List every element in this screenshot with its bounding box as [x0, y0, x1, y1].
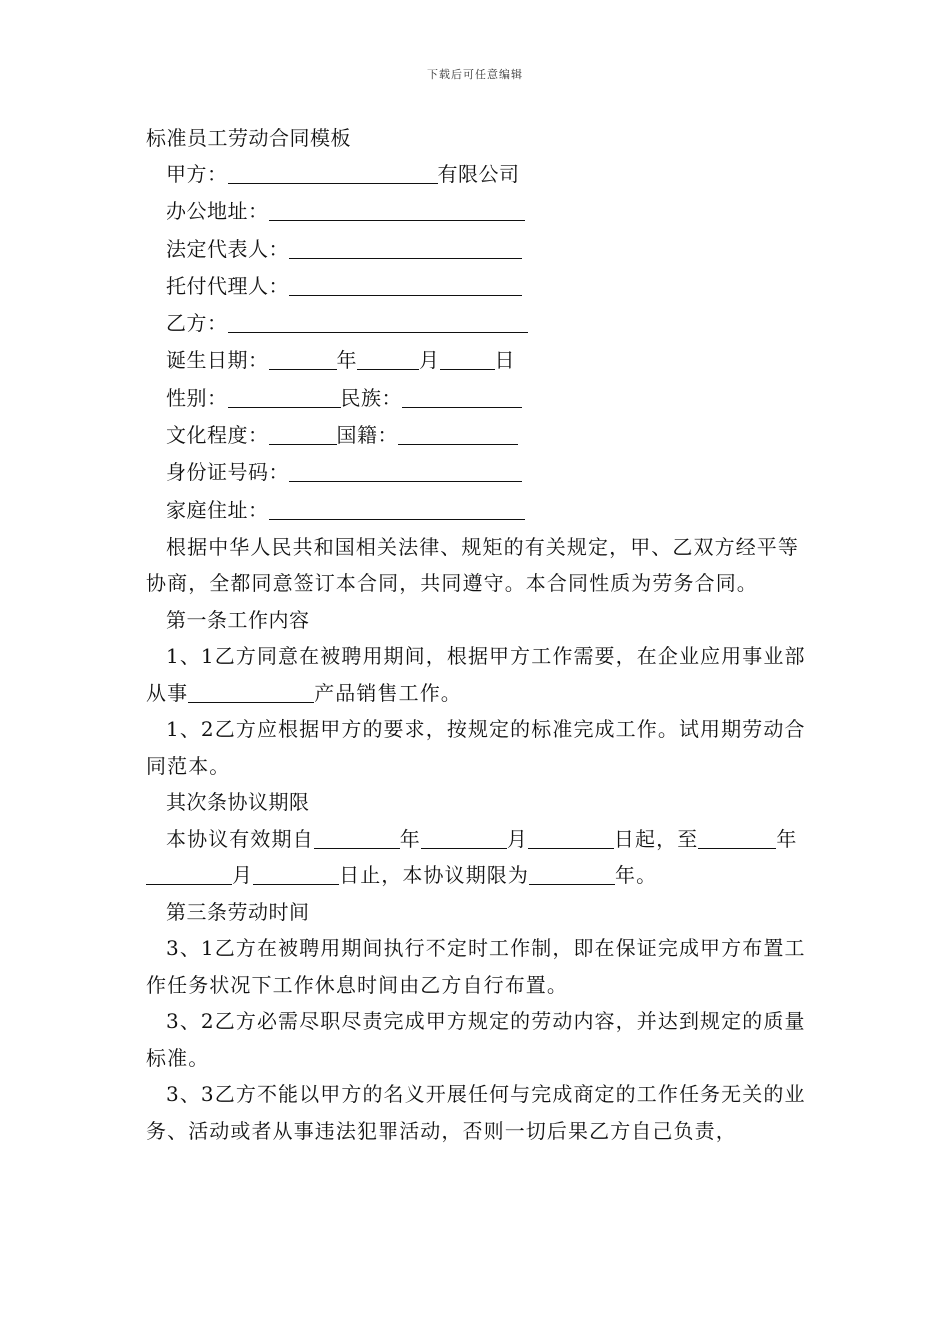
agent-label: 托付代理人：	[166, 273, 289, 298]
birth-date-field	[146, 342, 810, 379]
gender-ethnicity-field	[146, 380, 810, 417]
legal-rep-field	[146, 231, 810, 268]
birth-month-blank	[357, 349, 419, 370]
preamble-paragraph: 根据中华人民共和国相关法律、规矩的有关规定，甲、乙双方经平等协商，全都同意签订本合同，共同遵守。本合同性质为劳务合同。	[146, 534, 799, 596]
birth-year-label: 年	[336, 348, 357, 373]
document-title: 标准员工劳动合同模板	[146, 126, 351, 150]
clause-1-1	[146, 638, 810, 711]
clause-3-1: 3、1乙方在被聘用期间执行不定时工作制，即在保证完成甲方布置工作任务状况下工作休息时间由乙方自行布置。	[146, 936, 806, 997]
start-year-blank	[314, 828, 400, 849]
id-number-blank	[289, 461, 522, 482]
gender-blank	[228, 387, 341, 408]
end-month-label: 月	[232, 863, 254, 888]
party-b-label: 乙方：	[166, 311, 228, 336]
nationality-label: 国籍：	[336, 423, 398, 448]
office-address-field	[146, 193, 810, 230]
article-2-heading: 其次条协议期限	[166, 790, 310, 815]
clause-1-2: 1、2乙方应根据甲方的要求，按规定的标准完成工作。试用期劳动合同范本。	[146, 717, 806, 778]
home-address-blank	[269, 499, 525, 520]
birth-date-label: 诞生日期：	[166, 348, 269, 373]
home-address-label: 家庭住址：	[166, 497, 269, 522]
party-a-label: 甲方：	[166, 162, 228, 186]
legal-rep-blank	[289, 238, 522, 259]
clause-2-term	[146, 821, 810, 894]
end-day-blank	[253, 864, 339, 885]
office-address-blank	[269, 200, 525, 221]
clause-3-3: 3、3乙方不能以甲方的名义开展任何与完成商定的工作任务无关的业务、活动或者从事违法犯罪活动，否则一切后果乙方自己负责，	[146, 1082, 806, 1143]
start-year-label: 年	[399, 826, 421, 851]
end-year-label: 年	[776, 826, 798, 851]
party-b-field	[146, 305, 810, 342]
education-label: 文化程度：	[166, 423, 269, 448]
party-a-field	[146, 156, 810, 193]
office-address-label: 办公地址：	[166, 199, 269, 224]
end-day-label: 日止，本协议期限为	[339, 863, 530, 888]
ethnicity-blank	[402, 387, 522, 408]
end-month-blank	[146, 864, 232, 885]
end-year-blank	[698, 828, 776, 849]
id-number-label: 身份证号码：	[166, 460, 289, 485]
birth-year-blank	[269, 349, 337, 370]
home-address-field	[146, 492, 810, 529]
start-day-label: 日起，至	[613, 826, 699, 851]
agent-blank	[289, 275, 522, 296]
start-month-label: 月	[506, 826, 528, 851]
term-start-text: 本协议有效期自	[166, 826, 314, 851]
legal-rep-label: 法定代表人：	[166, 236, 289, 261]
education-blank	[269, 424, 337, 445]
page-header: 下载后可任意编辑	[427, 68, 523, 81]
party-a-blank	[228, 163, 438, 184]
clause-1-1-tail: 产品销售工作。	[314, 680, 462, 705]
birth-month-label: 月	[419, 348, 440, 373]
party-a-suffix: 有限公司	[437, 162, 520, 186]
start-day-blank	[528, 828, 614, 849]
start-month-blank	[421, 828, 507, 849]
ethnicity-label: 民族：	[340, 385, 402, 410]
article-3-heading: 第三条劳动时间	[166, 899, 310, 924]
birth-day-blank	[440, 349, 495, 370]
nationality-blank	[398, 424, 518, 445]
birth-day-label: 日	[494, 348, 515, 373]
id-number-field	[146, 454, 810, 491]
agent-field	[146, 268, 810, 305]
party-b-blank	[228, 312, 528, 333]
education-nationality-field	[146, 417, 810, 454]
department-blank	[188, 682, 314, 703]
term-years-blank	[529, 864, 615, 885]
clause-3-2: 3、2乙方必需尽职尽责完成甲方规定的劳动内容，并达到规定的质量标准。	[146, 1009, 806, 1070]
article-1-heading: 第一条工作内容	[166, 607, 310, 632]
term-years-label: 年。	[615, 863, 658, 888]
contract-document	[146, 120, 810, 1149]
clause-1-1-text: 1、1乙方同意在被聘用期间，根据甲方工作需要，在企业应用事业部从事	[146, 644, 806, 705]
gender-label: 性别：	[166, 385, 228, 410]
